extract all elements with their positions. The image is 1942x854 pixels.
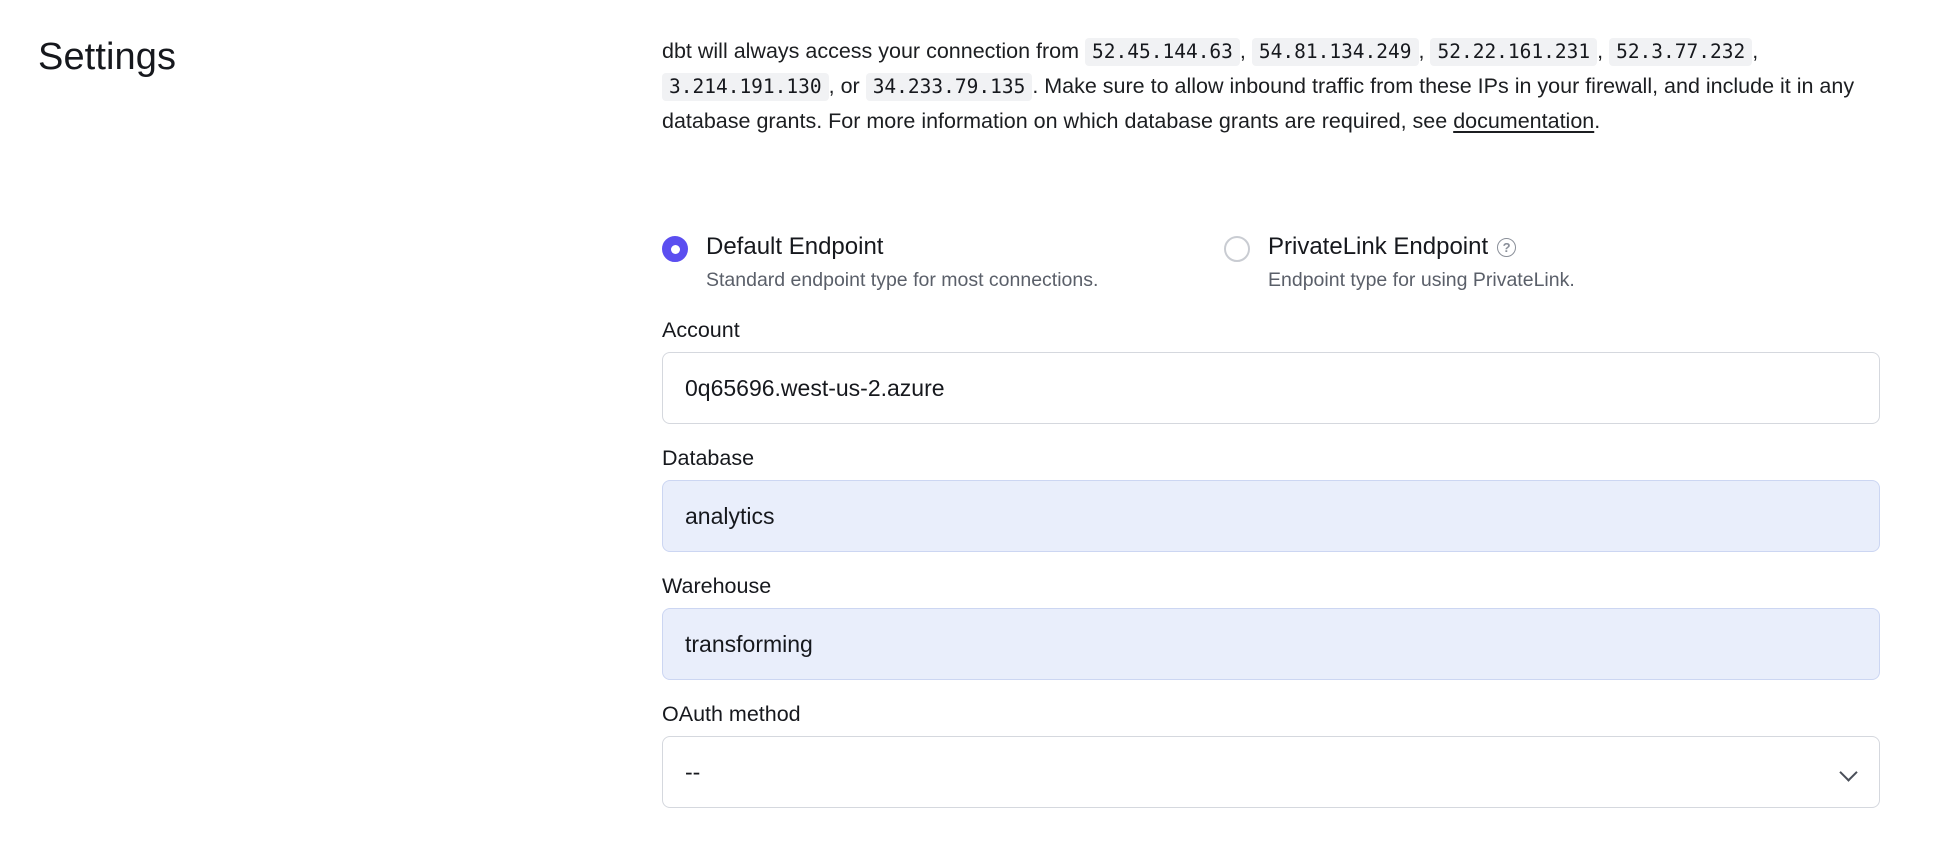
- documentation-link[interactable]: documentation: [1453, 109, 1595, 133]
- oauth-method-label: OAuth method: [662, 702, 801, 726]
- chevron-down-icon[interactable]: [1841, 764, 1857, 780]
- radio-privatelink-endpoint-texts: [1268, 232, 1575, 293]
- account-input[interactable]: 0q65696.west-us-2.azure: [662, 352, 1880, 424]
- warehouse-label: Warehouse: [662, 574, 772, 598]
- radio-default-endpoint-texts: [706, 232, 1098, 293]
- ip-note-prefix: dbt will always access your connection from: [662, 39, 1080, 63]
- ip-sep-3: ,: [1597, 39, 1604, 63]
- radio-default-endpoint-icon[interactable]: [662, 236, 688, 262]
- ip-address-chip-6: 34.233.79.135: [866, 73, 1033, 101]
- radio-privatelink-endpoint-label-text: PrivateLink Endpoint: [1268, 233, 1489, 260]
- ip-note-period: .: [1594, 109, 1601, 133]
- ip-or-label: , or: [828, 74, 860, 98]
- oauth-method-select[interactable]: [662, 736, 1880, 808]
- help-circle-icon[interactable]: ?: [1497, 238, 1516, 257]
- database-label: Database: [662, 446, 755, 470]
- account-label: Account: [662, 318, 740, 342]
- ip-sep-2: ,: [1418, 39, 1425, 63]
- ip-address-chip-3: 52.22.161.231: [1430, 38, 1597, 66]
- warehouse-input[interactable]: transforming: [662, 608, 1880, 680]
- settings-left-column: [38, 34, 638, 80]
- radio-option-privatelink-endpoint[interactable]: [1224, 232, 1575, 293]
- field-warehouse: [662, 572, 1880, 680]
- radio-default-endpoint-label: Default Endpoint: [706, 233, 884, 260]
- ip-address-chip-2: 54.81.134.249: [1252, 38, 1419, 66]
- field-oauth-method: [662, 700, 1880, 808]
- field-database: [662, 444, 1880, 552]
- ip-allowlist-note: [662, 34, 1880, 138]
- ip-note-suffix: . Make sure to allow inbound traffic from these IPs in your firewall, and include it in any database grants. For more information on which database grants are required, see: [662, 74, 1855, 133]
- ip-address-chip-1: 52.45.144.63: [1085, 38, 1240, 66]
- radio-privatelink-endpoint-label: [1268, 232, 1575, 262]
- oauth-method-selected-value: --: [685, 758, 701, 785]
- database-input[interactable]: analytics: [662, 480, 1880, 552]
- ip-address-chip-4: 52.3.77.232: [1609, 38, 1752, 66]
- radio-option-default-endpoint[interactable]: [662, 232, 1224, 293]
- page-title: Settings: [38, 36, 177, 78]
- ip-address-chip-5: 3.214.191.130: [662, 73, 829, 101]
- radio-default-endpoint-description: Standard endpoint type for most connections.: [706, 269, 1099, 291]
- endpoint-type-radio-group: [662, 232, 1880, 293]
- radio-privatelink-endpoint-icon[interactable]: [1224, 236, 1250, 262]
- ip-sep-1: ,: [1239, 39, 1246, 63]
- ip-sep-4: ,: [1752, 39, 1759, 63]
- connection-form-column: [662, 34, 1880, 138]
- field-account: [662, 316, 1880, 424]
- radio-privatelink-endpoint-description: Endpoint type for using PrivateLink.: [1268, 269, 1575, 291]
